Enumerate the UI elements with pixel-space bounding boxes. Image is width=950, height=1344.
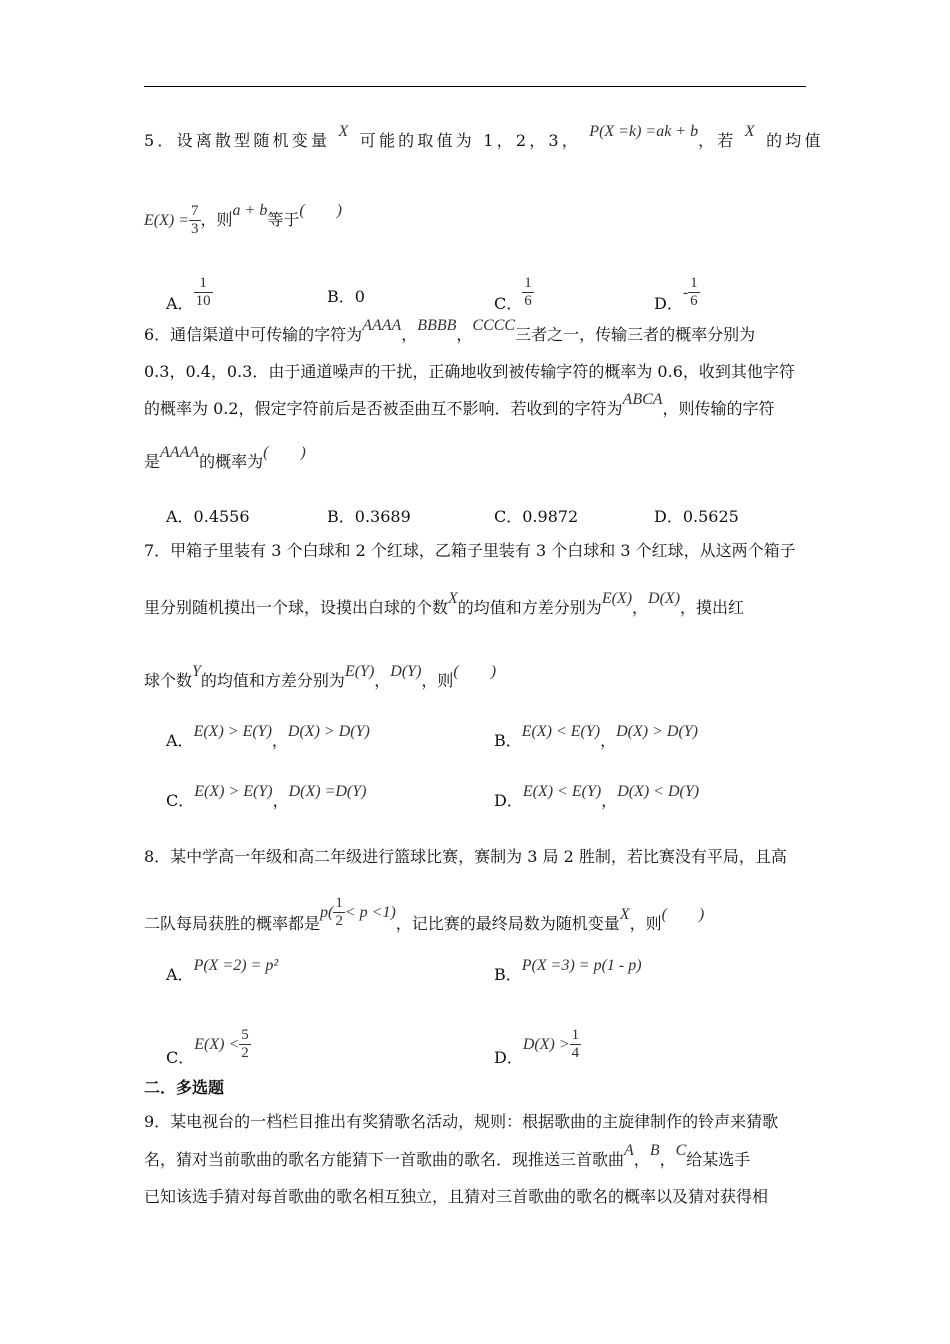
fraction-denominator: 6 xyxy=(690,293,698,309)
q8-line-2 xyxy=(144,895,705,943)
q7-option-c[interactable] xyxy=(166,783,367,812)
option-formula: P(X =2) = p² xyxy=(193,957,279,974)
answer-paren: ( ) xyxy=(453,663,497,680)
q7-sep: ， xyxy=(632,598,649,617)
option-formula: E(X) < E(Y) xyxy=(521,723,601,740)
answer-paren: ( ) xyxy=(263,444,306,461)
q6-text: 的概率为 0.2，假定字符前后是否被歪曲互不影响．若收到的字符为 xyxy=(144,399,623,418)
q8-text: ，记比赛的最终局数为随机变量 xyxy=(395,914,620,933)
q7-sep: ， xyxy=(601,791,618,810)
q5-line-1 xyxy=(144,123,824,152)
q8-option-d[interactable] xyxy=(494,1027,581,1076)
fraction-denominator: 6 xyxy=(524,293,532,309)
q7-line-2 xyxy=(144,590,745,619)
option-label: B． xyxy=(494,731,522,750)
q7-sep: ， xyxy=(272,791,289,810)
option-fraction xyxy=(570,1027,582,1062)
option-formula: D(X) =D(Y) xyxy=(288,783,367,800)
option-formula xyxy=(194,1027,251,1061)
q5-expectation-fraction xyxy=(189,203,201,238)
q9-song-a: A xyxy=(624,1142,634,1159)
option-label: C． xyxy=(166,791,195,810)
q8-option-c[interactable] xyxy=(166,1027,251,1076)
q7-text: 里分别随机摸出一个球，设摸出白球的个数 xyxy=(144,598,449,617)
fraction-numerator: 1 xyxy=(335,895,343,911)
option-formula: D(X) > D(Y) xyxy=(616,723,698,740)
q8-line-1: 8．某中学高一年级和高二年级进行篮球比赛，赛制为 3 局 2 胜制，若比赛没有平局，且高 xyxy=(144,847,787,866)
q6-text: 是 xyxy=(144,452,161,471)
option-label: A． xyxy=(166,294,194,313)
q7-text: ，则 xyxy=(421,671,454,690)
q7-ex: E(X) xyxy=(601,590,633,607)
fraction-numerator: 7 xyxy=(191,203,199,219)
q7-text: 的均值和方差分别为 xyxy=(200,671,345,690)
q5-line-2 xyxy=(144,202,342,239)
q8-p-range xyxy=(320,895,396,929)
q6-text: 6．通信渠道中可传输的字符为 xyxy=(144,325,363,344)
option-fraction xyxy=(239,1027,251,1062)
q6-option-b[interactable]: B．0.3689 xyxy=(327,507,411,526)
q7-line-3 xyxy=(144,663,497,692)
q7-text: ，摸出红 xyxy=(680,598,745,617)
q9-line-3: 已知该选手猜对每首歌曲的歌名相互独立，且猜对三首歌曲的歌名的概率以及猜对获得相 xyxy=(144,1187,769,1206)
option-formula: E(X) < E(Y) xyxy=(522,783,602,800)
fraction-numerator: 5 xyxy=(241,1027,249,1043)
q9-text: 名，猜对当前歌曲的歌名方能猜下一首歌曲的歌名．现推送三首歌曲 xyxy=(144,1150,625,1169)
fraction-denominator: 10 xyxy=(195,293,211,309)
option-formula: E(X) > E(Y) xyxy=(194,783,273,800)
q5-var-x: X xyxy=(338,123,352,140)
q7-sep: ， xyxy=(600,731,617,750)
q5-pmf-formula: P(X =k) =ak + b xyxy=(589,123,699,140)
fraction-numerator: 1 xyxy=(571,1027,580,1043)
option-label: C． xyxy=(494,294,523,313)
q7-option-a[interactable] xyxy=(166,723,370,752)
q7-text: 球个数 xyxy=(144,671,193,690)
option-label: A． xyxy=(166,731,194,750)
option-label: D． xyxy=(654,294,683,313)
option-formula: D(X) < D(Y) xyxy=(617,783,700,800)
q5-text: ，若 xyxy=(698,131,737,150)
header-rule xyxy=(144,86,806,87)
q9-song-b: B xyxy=(649,1142,660,1159)
q6-string-aaaa: AAAA xyxy=(362,317,402,334)
q5-option-d-fraction xyxy=(688,275,700,310)
q6-string-cccc: CCCC xyxy=(472,317,516,334)
q5-option-c-fraction xyxy=(522,275,534,310)
q5-text: 的均值 xyxy=(766,131,824,150)
option-formula-text: D(X) > xyxy=(522,1036,570,1053)
q9-sep: ， xyxy=(659,1150,676,1169)
fraction-numerator: 1 xyxy=(524,275,532,291)
q7-var-x: X xyxy=(448,590,458,607)
option-formula: E(X) > E(Y) xyxy=(193,723,272,740)
q6-line-4 xyxy=(144,444,306,473)
q5-text: 可能的取值为 1，2，3， xyxy=(359,131,581,150)
q5-sum-ab: a + b xyxy=(232,202,268,219)
q5-option-d[interactable] xyxy=(654,275,700,322)
minus-sign: - xyxy=(682,284,689,301)
q5-text: 5．设离散型随机变量 xyxy=(144,131,331,150)
q7-text: 的均值和方差分别为 xyxy=(457,598,602,617)
q7-option-b[interactable] xyxy=(494,723,698,752)
q6-string-abca: ABCA xyxy=(622,391,663,408)
q8-option-a[interactable] xyxy=(166,957,279,986)
q5-option-a[interactable] xyxy=(166,275,213,322)
q7-option-d[interactable] xyxy=(494,783,700,812)
q5-option-a-fraction xyxy=(194,275,213,310)
fraction-denominator: 3 xyxy=(191,221,199,237)
q5-option-b[interactable] xyxy=(327,287,365,307)
q7-dy: D(Y) xyxy=(390,663,422,680)
section-title: 二．多选题 xyxy=(144,1078,225,1097)
q8-p-fraction xyxy=(333,895,345,930)
q5-text: 等于 xyxy=(267,210,300,229)
q9-line-1: 9．某电视台的一档栏目推出有奖猜歌名活动，规则：根据歌曲的主旋律制作的铃声来猜歌 xyxy=(144,1112,779,1131)
option-label: C． xyxy=(166,1048,195,1067)
q7-dx: D(X) xyxy=(648,590,681,607)
option-label: B． xyxy=(494,965,522,984)
q6-option-d[interactable]: D．0.5625 xyxy=(654,507,739,526)
answer-paren: ( ) xyxy=(661,906,705,923)
q6-text: 的概率为 xyxy=(199,452,264,471)
fraction-numerator: 1 xyxy=(690,275,698,291)
q6-sep: ， xyxy=(401,325,418,344)
option-label: D． xyxy=(494,791,523,810)
q6-sep: ， xyxy=(456,325,473,344)
q9-sep: ， xyxy=(633,1150,650,1169)
q5-var-x: X xyxy=(744,123,758,140)
q8-p-close: < p <1) xyxy=(344,904,396,921)
option-formula-text: E(X) < xyxy=(194,1036,240,1053)
option-value: 0 xyxy=(354,287,365,306)
q6-text: 三者之一，传输三者的概率分别为 xyxy=(515,325,756,344)
q8-text: 二队每局获胜的概率都是 xyxy=(144,914,321,933)
q6-string-bbbb: BBBB xyxy=(417,317,457,334)
q9-line-2 xyxy=(144,1142,751,1171)
option-label: B． xyxy=(327,287,355,306)
q6-line-2: 0.3，0.4，0.3．由于通道噪声的干扰，正确地收到被传输字符的概率为 0.6，收到其他字符 xyxy=(144,362,795,381)
q7-sep: ， xyxy=(271,731,288,750)
fraction-numerator: 1 xyxy=(194,275,213,293)
q5-expectation: E(X) = xyxy=(144,212,189,229)
q6-line-1 xyxy=(144,317,756,346)
q8-option-b[interactable] xyxy=(494,957,642,986)
fraction-denominator: 2 xyxy=(241,1045,249,1061)
option-label: D． xyxy=(494,1048,523,1067)
q9-song-c: C xyxy=(675,1142,687,1159)
option-label: A． xyxy=(166,965,194,984)
fraction-denominator: 2 xyxy=(335,913,343,929)
q6-option-c[interactable]: C．0.9872 xyxy=(494,507,579,526)
option-formula: D(X) > D(Y) xyxy=(287,723,370,740)
q7-line-1: 7．甲箱子里装有 3 个白球和 2 个红球，乙箱子里装有 3 个白球和 3 个红球，从这两个箱子 xyxy=(144,541,796,560)
option-formula xyxy=(522,1027,581,1061)
q7-var-y: Y xyxy=(192,663,201,680)
option-formula: P(X =3) = p(1 - p) xyxy=(521,957,642,974)
q9-text: 给某选手 xyxy=(686,1150,751,1169)
q7-sep: ， xyxy=(374,671,391,690)
q7-ey: E(Y) xyxy=(344,663,375,680)
q8-text: ，则 xyxy=(629,914,662,933)
answer-paren: ( ) xyxy=(299,202,342,219)
q8-var-x: X xyxy=(619,906,630,923)
q6-string-aaaa: AAAA xyxy=(160,444,200,461)
q8-p-open: p( xyxy=(320,904,334,921)
q6-option-a[interactable]: A．0.4556 xyxy=(166,507,250,526)
q6-text: ，则传输的字符 xyxy=(662,399,775,418)
q5-text: ，则 xyxy=(200,210,233,229)
q6-line-3 xyxy=(144,391,775,420)
fraction-denominator: 4 xyxy=(571,1045,580,1061)
